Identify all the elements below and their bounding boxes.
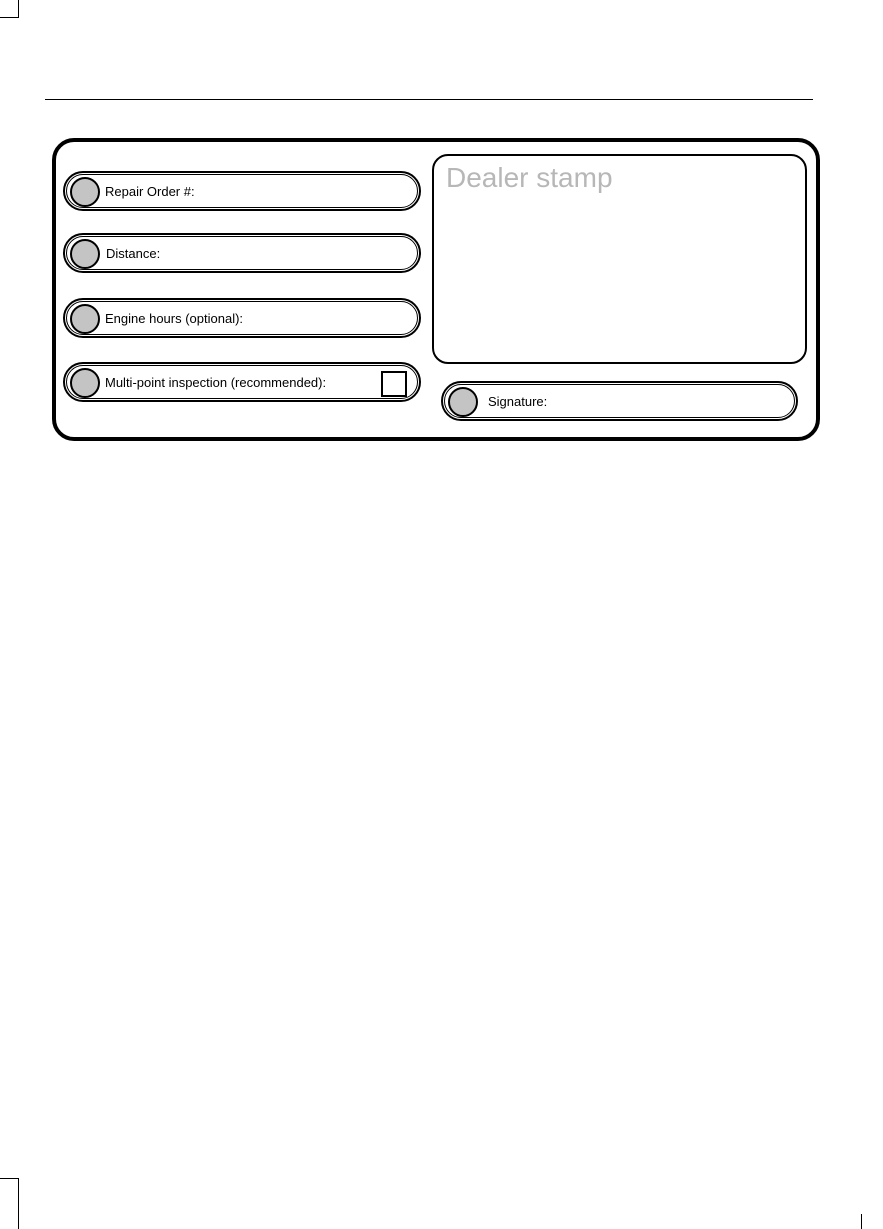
signature-label: Signature: <box>488 394 548 409</box>
bullet-icon <box>70 368 100 398</box>
crop-mark-bottom-right-vertical <box>861 1214 862 1229</box>
inspection-label: Multi-point inspection (recommended): <box>105 375 327 390</box>
header-rule <box>45 99 813 100</box>
inspection-field <box>63 362 421 402</box>
bullet-icon <box>70 239 100 269</box>
crop-mark-top-left-horizontal <box>0 17 19 18</box>
bullet-icon <box>448 387 478 417</box>
dealer-stamp-label: Dealer stamp <box>446 162 613 193</box>
distance-field[interactable] <box>63 233 421 273</box>
crop-mark-top-left-vertical <box>18 0 19 18</box>
engine-hours-field[interactable] <box>63 298 421 338</box>
repair-order-label: Repair Order #: <box>105 184 195 199</box>
engine-hours-label: Engine hours (optional): <box>105 311 244 326</box>
crop-mark-bottom-left-horizontal <box>0 1178 19 1179</box>
crop-mark-bottom-left-vertical <box>18 1178 19 1229</box>
distance-label: Distance: <box>106 246 161 261</box>
bullet-icon <box>70 304 100 334</box>
repair-order-field[interactable] <box>63 171 421 211</box>
inspection-checkbox[interactable] <box>381 371 407 397</box>
dealer-stamp-area <box>432 154 807 364</box>
bullet-icon <box>70 177 100 207</box>
signature-field[interactable] <box>441 381 798 421</box>
